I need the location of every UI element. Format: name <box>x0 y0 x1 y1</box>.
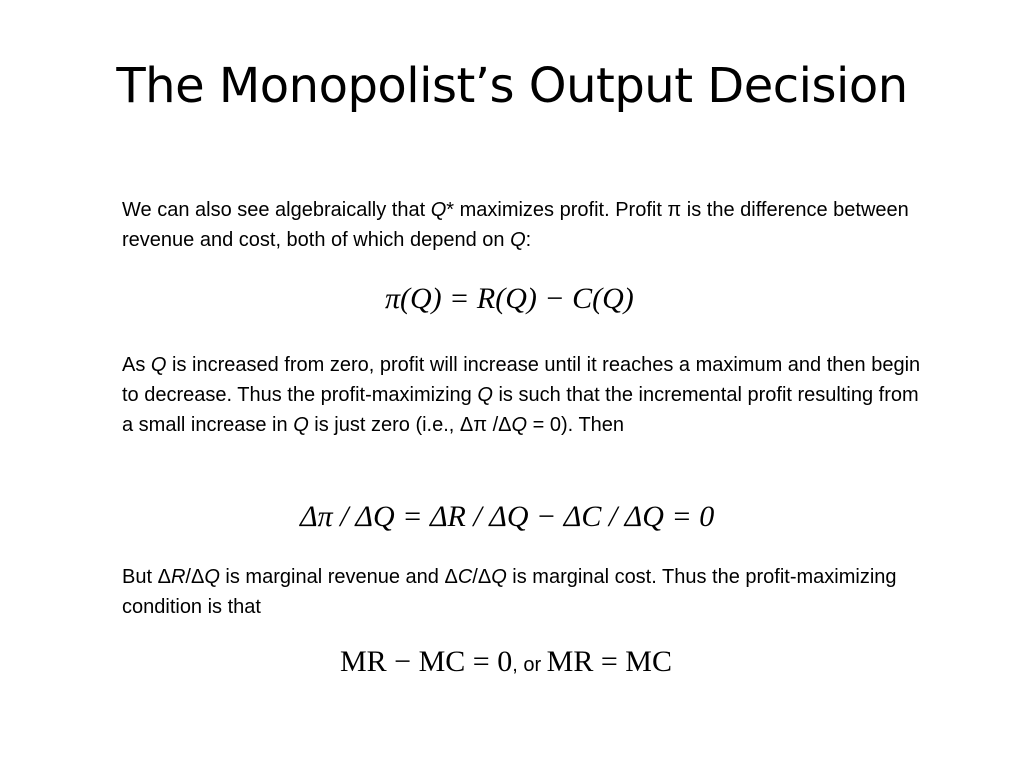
incremental-profit-equation: Δπ / ΔQ = ΔR / ΔQ − ΔC / ΔQ = 0 <box>300 500 715 533</box>
variable-q: Q <box>477 384 493 406</box>
variable-q: Q <box>204 566 220 588</box>
variable-r: R <box>170 566 186 588</box>
text-run: As <box>122 354 151 376</box>
profit-max-condition <box>340 647 672 677</box>
text-run: But Δ <box>122 566 171 588</box>
variable-c: C <box>457 566 473 588</box>
text-run: is marginal revenue and Δ <box>219 566 458 588</box>
marginal-paragraph <box>122 562 922 622</box>
text-run: is marginal cost. Thus the profit-maximizing condition is that <box>122 566 897 618</box>
profit-equation: π(Q) = R(Q) − C(Q) <box>385 282 634 315</box>
text-run: We can also see algebraically that <box>122 199 431 221</box>
slide-title: The Monopolist’s Output Decision <box>116 58 908 114</box>
variable-q: Q <box>510 229 526 251</box>
condition-left: MR − MC = 0 <box>340 645 513 678</box>
explanation-paragraph <box>122 350 922 440</box>
variable-q: Q <box>430 199 447 221</box>
condition-connector: , or <box>512 654 547 676</box>
intro-paragraph <box>122 195 922 255</box>
text-run: /Δ <box>185 566 205 588</box>
text-run: is increased from zero, profit will increase until it reaches a maximum and then begin to decrease. Thus the profit-maximizing <box>122 354 921 406</box>
text-run: : <box>525 229 532 251</box>
text-run: * maximizes profit. Profit π is the difference between revenue and cost, both of which depend on <box>122 199 909 251</box>
text-run: = 0). Then <box>527 414 625 436</box>
variable-q: Q <box>491 566 507 588</box>
text-run: /Δ <box>472 566 492 588</box>
text-run: is such that the incremental profit resulting from a small increase in <box>122 384 919 436</box>
condition-right: MR = MC <box>546 645 672 678</box>
text-run: is just zero (i.e., Δπ /Δ <box>308 414 512 436</box>
variable-q: Q <box>150 354 167 376</box>
variable-q: Q <box>293 414 309 436</box>
variable-q: Q <box>511 414 528 436</box>
